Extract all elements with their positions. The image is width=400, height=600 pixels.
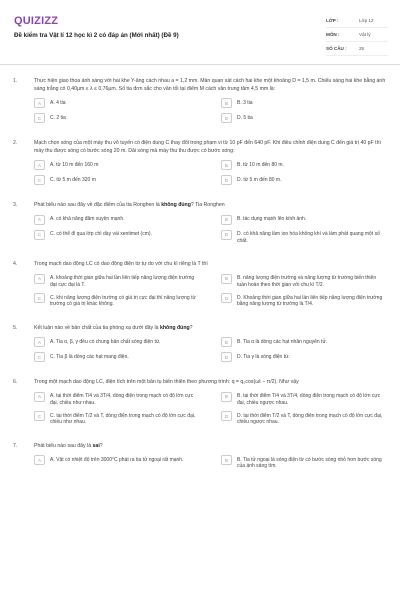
options-grid <box>34 392 386 431</box>
option-text: A. có khả năng đâm xuyên mạnh. <box>50 216 125 222</box>
option-letter: C <box>34 352 45 362</box>
page-header <box>0 0 400 62</box>
option-letter: C <box>34 113 45 123</box>
option-a[interactable] <box>34 455 199 470</box>
option-text: C. có thể đi qua lớp chì dày vài xentimet (cm). <box>50 231 152 237</box>
option-d[interactable] <box>221 411 386 426</box>
options-grid <box>34 337 386 367</box>
question-text: Trong một mạch dao động LC, điện tích trên một bản tụ biến thiên theo phương trình: q = q₀cos(ωt − π/2). Như vậy <box>34 379 299 385</box>
question-list <box>0 78 400 487</box>
question-text <box>34 202 386 210</box>
option-letter: A <box>34 98 45 108</box>
option-letter: D <box>221 411 232 421</box>
info-label: SỐ CÂU : <box>326 46 347 51</box>
option-letter: B <box>221 337 232 347</box>
question-2 <box>0 140 400 190</box>
question-text-part: Phát biểu nào sau đây là <box>34 442 93 449</box>
info-label: LỚP : <box>326 18 339 23</box>
option-b[interactable] <box>221 337 386 347</box>
option-letter: C <box>34 175 45 185</box>
question-number: 2. <box>13 140 18 146</box>
option-c[interactable] <box>34 352 199 362</box>
option-letter: B <box>221 160 232 170</box>
question-1 <box>0 78 400 128</box>
question-text: Trong mạch dao động LC có dao động điện từ tự do với chu kì riêng là T thì <box>34 261 208 267</box>
option-letter: A <box>34 215 45 225</box>
question-number: 4. <box>13 261 18 267</box>
option-letter: A <box>34 160 45 170</box>
question-emphasis: không đúng <box>161 202 191 208</box>
option-text: D. từ 5 m đến 80 m. <box>237 176 282 183</box>
option-letter: C <box>34 411 45 421</box>
question-5 <box>0 325 400 368</box>
option-text: B. tác dụng mạnh lên kính ảnh. <box>237 216 307 222</box>
option-text: A. khoảng thời gian giữa hai lần liên tiếp năng lượng điện trường đạt cực đại là T. <box>50 275 195 288</box>
question-number: 1. <box>13 78 18 84</box>
question-text-part: ? <box>99 442 103 449</box>
options-grid <box>34 274 386 313</box>
question-text: Mạch chọn sóng của một máy thu vô tuyến có điện dung C thay đổi trong phạm vi từ 10 pF đến 640 pF. Khi điều chỉnh điện dung C đến giá trị 40 pF thì máy thu được sóng có bước sóng 20 m. Dải sóng mà máy thu thu được có bước sóng: <box>34 140 381 154</box>
question-number: 6. <box>13 379 18 385</box>
option-text: D. có khả năng làm ion hóa không khí và làm phát quang một số chất. <box>237 231 380 244</box>
options-grid <box>34 455 386 475</box>
option-b[interactable] <box>221 160 386 170</box>
option-d[interactable] <box>221 352 386 362</box>
option-text: A. tại thời điểm T/4 và 3T/4, dòng điện trong mạch có độ lớn cực đại, chiều như nhau. <box>50 393 194 406</box>
option-letter: A <box>34 455 45 465</box>
option-letter: D <box>221 293 232 303</box>
option-text: B. từ 10 m đến 80 m. <box>237 161 284 168</box>
info-value: Vật lý <box>359 32 371 37</box>
header-divider <box>0 64 400 65</box>
option-letter: C <box>34 230 45 240</box>
question-3 <box>0 202 400 249</box>
options-grid <box>34 98 386 128</box>
option-text: B. Tia tử ngoại là sóng điện từ có bước sóng nhỏ hơn bước sóng của ánh sáng tím. <box>237 456 382 469</box>
option-letter: B <box>221 98 232 108</box>
question-text-part: Phát biểu nào sau đây về đặc điểm của tia Ronghen là <box>34 202 162 208</box>
option-text: B. 3 tia <box>237 99 253 106</box>
option-text: D. Khoảng thời gian giữa hai lần liên tiếp năng lượng điện trường bằng năng lượng từ trường là T/4. <box>237 294 383 307</box>
option-d[interactable] <box>221 175 386 185</box>
option-b[interactable] <box>221 455 386 470</box>
option-text: D. tại thời điểm T/2 và T, dòng điện trong mạch có độ lớn cực đại, chiều ngược nhau. <box>237 412 383 425</box>
option-letter: D <box>221 352 232 362</box>
info-row-count <box>326 42 388 56</box>
option-text: B. Tia α là dòng các hạt nhân nguyên tử. <box>237 338 328 345</box>
option-letter: A <box>34 274 45 284</box>
option-letter: A <box>34 337 45 347</box>
option-a[interactable] <box>34 337 199 347</box>
question-4 <box>0 261 400 313</box>
option-text: C. 2 tia <box>50 114 66 121</box>
info-label: MÔN : <box>326 32 340 37</box>
option-text: D. 5 tia <box>237 114 253 121</box>
info-row-subject <box>326 28 388 42</box>
question-7 <box>0 443 400 475</box>
question-number: 3. <box>13 202 18 208</box>
option-letter: D <box>221 230 232 240</box>
question-text-part: ? Tia Ronghen <box>190 202 225 208</box>
option-text: B. tại thời điểm T/4 và 3T/4, dòng điện trong mạch có độ lớn cực đại, chiều ngược nhau. <box>237 393 381 406</box>
info-value: Lớp 12 <box>359 18 374 23</box>
quizizz-logo: QUIZIZZ <box>14 15 59 27</box>
option-text: C. tại thời điểm T/2 và T, dòng điện trong mạch có độ lớn cực đại, chiều như nhau. <box>50 412 196 425</box>
option-c[interactable] <box>34 175 199 185</box>
option-letter: B <box>221 274 232 284</box>
info-row-class <box>326 14 388 28</box>
option-text: C. từ 5 m đến 320 m <box>50 176 96 183</box>
option-text: A. Tia α, β, γ đều có chung bản chất sóng điện từ. <box>50 338 161 345</box>
question-number: 5. <box>13 324 18 331</box>
option-d[interactable] <box>221 113 386 123</box>
question-emphasis: không đúng <box>159 324 190 331</box>
option-b[interactable] <box>221 274 386 289</box>
option-letter: D <box>221 175 232 185</box>
option-text: C. khi năng lượng điện trường có giá trị cực đại thì năng lượng từ trường có giá trị khác không. <box>50 294 196 307</box>
option-c[interactable] <box>34 411 199 426</box>
option-text: A. 4 tia <box>50 99 66 106</box>
option-text: C. Tia β là dòng các hạt mang điện. <box>50 353 129 360</box>
option-letter: B <box>221 215 232 225</box>
option-text: B. năng lượng điện trường và năng lượng từ trường biến thiên tuần hoàn theo thời gian với chu kì T/2. <box>237 275 377 288</box>
option-c[interactable] <box>34 113 199 123</box>
option-letter: D <box>221 113 232 123</box>
question-text <box>34 325 386 333</box>
option-text: A. Vật có nhiệt độ trên 3000°C phát ra tia tử ngoại rất mạnh. <box>50 456 184 463</box>
option-a[interactable] <box>34 274 199 289</box>
question-text-part: Kết luận nào về bản chất của tia phóng xạ dưới đây là <box>34 324 160 331</box>
option-a[interactable] <box>34 392 199 407</box>
option-b[interactable] <box>221 98 386 108</box>
option-letter: B <box>221 392 232 402</box>
options-grid <box>34 215 386 250</box>
option-c[interactable] <box>34 230 199 245</box>
option-b[interactable] <box>221 215 386 225</box>
question-text <box>34 443 386 451</box>
question-number: 7. <box>13 442 18 449</box>
option-c[interactable] <box>34 293 199 308</box>
option-text: D. Tia γ là sóng điện từ. <box>237 353 290 360</box>
option-b[interactable] <box>221 392 386 407</box>
option-a[interactable] <box>34 160 199 170</box>
option-letter: C <box>34 293 45 303</box>
page-title: Đề kiểm tra Vật lí 12 học kì 2 có đáp án (Mới nhất) (Đề 9) <box>14 32 179 39</box>
question-6 <box>0 379 400 431</box>
info-value: 25 <box>359 46 365 51</box>
option-a[interactable] <box>34 215 199 225</box>
question-emphasis: sai <box>92 442 100 449</box>
option-letter: A <box>34 392 45 402</box>
option-text: A. từ 10 m đến 160 m <box>50 161 99 168</box>
question-text-part: ? <box>189 324 193 331</box>
option-a[interactable] <box>34 98 199 108</box>
option-d[interactable] <box>221 230 386 245</box>
options-grid <box>34 160 386 190</box>
question-text: Thực hiện giao thoa ánh sáng với hai khe Y-âng cách nhau a = 1,2 mm. Màn quan sát cách hai khe một khoảng D = 1,5 m. Chiếu sáng hai khe bằng ánh sáng trắng có 0,40µm ≤ λ ≤ 0,76µm. Số tia đơn sắc cho vân tối tại điểm M cách vân trung tâm 4,5 mm là: <box>34 78 386 92</box>
option-d[interactable] <box>221 293 386 308</box>
option-letter: B <box>221 455 232 465</box>
quiz-info-panel <box>326 14 388 56</box>
